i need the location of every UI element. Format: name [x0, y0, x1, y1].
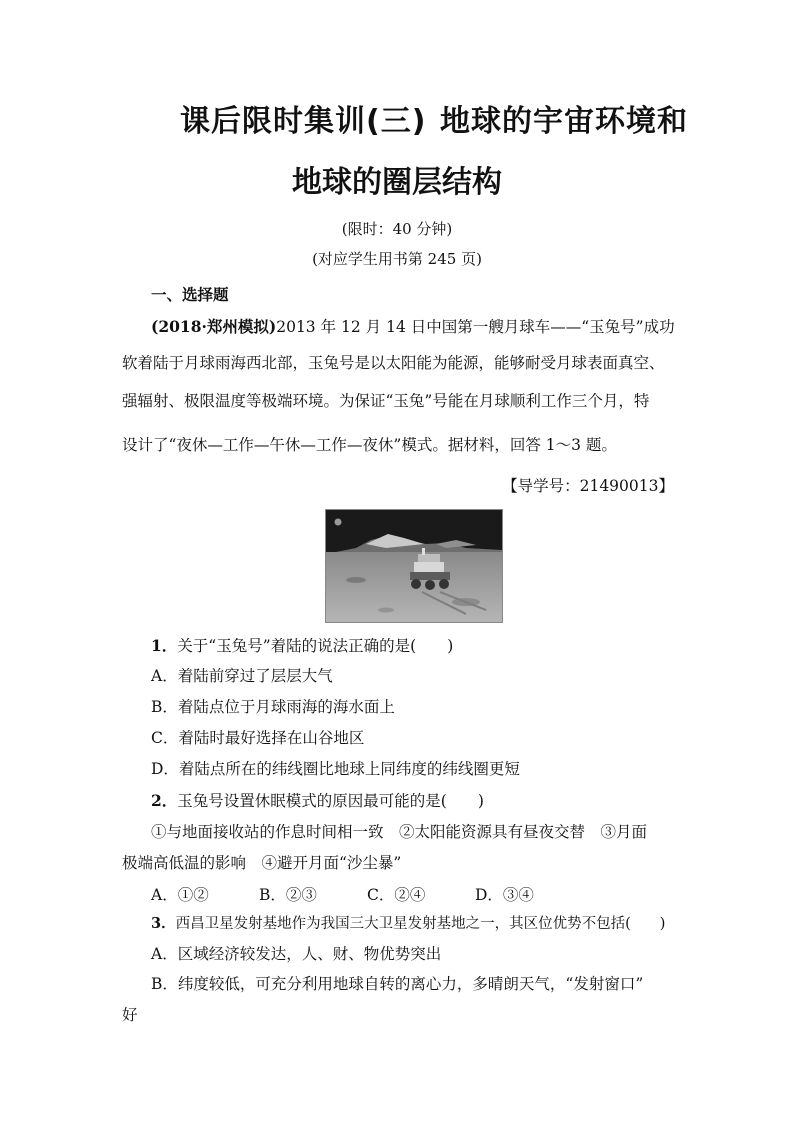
- question-2-number: 2．: [151, 791, 178, 810]
- q2-choice-b: B．②③: [259, 886, 317, 904]
- question-1: [151, 634, 453, 656]
- intro-line-1: [151, 315, 675, 337]
- intro-line-3: 强辐射、极限温度等极端环境。为保证“玉兔”号能在月球顺利工作三个月，特: [122, 392, 650, 410]
- question-1-stem: 关于“玉兔号”着陆的说法正确的是( ): [177, 637, 454, 655]
- intro-line-4: 设计了“夜休—工作—午休—工作—夜休”模式。据材料，回答 1～3 题。: [122, 436, 617, 454]
- time-limit: (限时：40 分钟): [341, 220, 453, 238]
- q1-option-c: C．着陆时最好选择在山谷地区: [151, 729, 365, 747]
- question-3-number: 3．: [151, 915, 176, 932]
- q2-choice-d: D．③④: [475, 886, 534, 904]
- intro-source: (2018·郑州模拟): [151, 317, 277, 336]
- guide-number: 【导学号：21490013】: [502, 477, 674, 495]
- q2-choices: [151, 883, 534, 905]
- question-3-stem: 西昌卫星发射基地作为我国三大卫星发射基地之一，其区位优势不包括( ): [175, 916, 666, 932]
- section-heading: 一、选择题: [151, 285, 229, 304]
- question-2: [151, 789, 484, 811]
- title-topic: 地球的宇宙环境和: [440, 104, 688, 139]
- q1-option-d: D．着陆点所在的纬线圈比地球上同纬度的纬线圈更短: [151, 760, 520, 778]
- q2-items-line-1: ①与地面接收站的作息时间相一致 ②太阳能资源具有昼夜交替 ③月面: [151, 823, 648, 841]
- page-title-line2: 地球的圈层结构: [292, 165, 502, 200]
- question-3: [151, 912, 665, 933]
- intro-line-2: 软着陆于月球雨海西北部，玉兔号是以太阳能为能源，能够耐受月球表面真空、: [122, 354, 665, 372]
- q3-option-b-line-1: B．纬度较低，可充分利用地球自转的离心力，多晴朗天气，“发射窗口”: [151, 975, 644, 993]
- q1-option-b: B．着陆点位于月球雨海的海水面上: [151, 698, 395, 716]
- q1-option-a: A．着陆前穿过了层层大气: [151, 667, 333, 685]
- q3-option-a: A．区域经济较发达，人、财、物优势突出: [151, 945, 442, 963]
- q2-choice-a: A．①②: [151, 886, 209, 904]
- q3-option-b-line-2: 好: [122, 1006, 138, 1024]
- title-series: 课后限时集训(三): [180, 104, 427, 139]
- question-1-number: 1．: [151, 636, 178, 655]
- intro-text-1: 2013 年 12 月 14 日中国第一艘月球车——“玉兔号”成功: [276, 318, 675, 336]
- q2-choice-c: C．②④: [367, 886, 426, 904]
- lunar-rover-photo: [325, 509, 503, 623]
- q2-items-line-2: 极端高低温的影响 ④避开月面“沙尘暴”: [122, 854, 402, 872]
- book-reference: (对应学生用书第 245 页): [312, 250, 482, 268]
- question-2-stem: 玉兔号设置休眠模式的原因最可能的是( ): [177, 792, 484, 810]
